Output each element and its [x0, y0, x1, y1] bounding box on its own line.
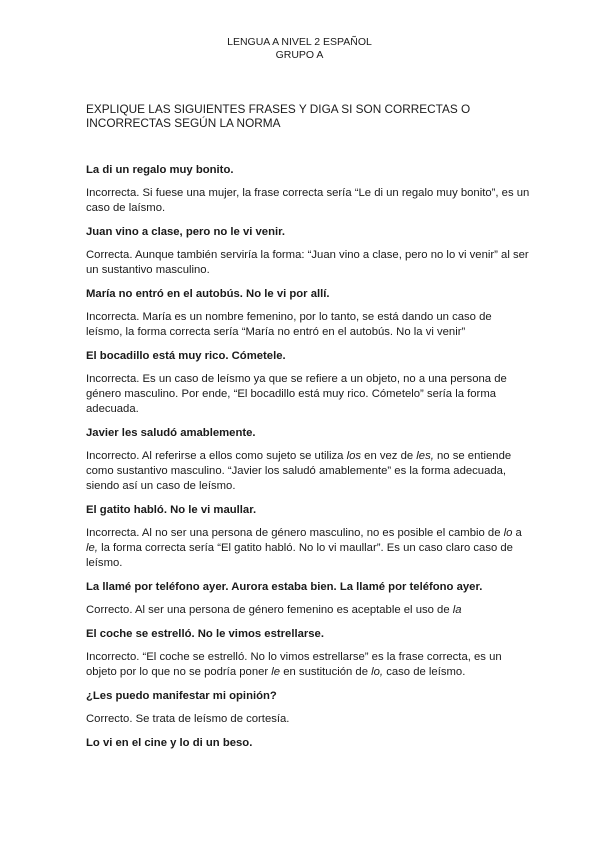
answer-text: a: [512, 527, 522, 539]
answer-italic-text: le: [271, 666, 281, 678]
answer-text: Incorrecto. Al referirse a ellos como sujeto se utiliza: [86, 450, 347, 462]
answer-text: en vez de: [361, 450, 417, 462]
exercise-sentence: El coche se estrelló. No le vimos estrellarse.: [86, 628, 324, 640]
exercise-sentence: María no entró en el autobús. No le vi por allí.: [86, 288, 330, 300]
answer-text: en sustitución de: [280, 666, 372, 678]
exercise-answer: [86, 248, 531, 278]
exercise-item: [86, 736, 531, 750]
header-group: GRUPO A: [275, 49, 324, 61]
answer-text: caso de leísmo.: [383, 666, 466, 678]
exercise-sentence: La di un regalo muy bonito.: [86, 164, 234, 176]
answer-text: Correcta. Aunque también serviría la forma: “Juan vino a clase, pero no lo vi venir” al ser un sustantivo masculino.: [86, 249, 529, 276]
exercise-item: [86, 287, 531, 340]
exercise-answer: [86, 712, 531, 727]
exercise-sentence: Juan vino a clase, pero no le vi venir.: [86, 226, 286, 238]
answer-text: Correcto. Se trata de leísmo de cortesía.: [86, 713, 290, 725]
exercise-sentence: ¿Les puedo manifestar mi opinión?: [86, 690, 277, 702]
exercise-answer: [86, 449, 531, 494]
answer-text: Incorrecto. “El coche se estrelló. No lo vimos estrellarse” es la frase correcta, es un objeto por lo que no se podría poner: [86, 651, 502, 678]
exercise-list: [86, 163, 531, 759]
exercise-answer: [86, 650, 531, 680]
exercise-item: [86, 503, 531, 571]
exercise-answer: [86, 310, 531, 340]
exercise-item: [86, 689, 531, 727]
exercise-item: [86, 349, 531, 417]
exercise-sentence: El bocadillo está muy rico. Cómetele.: [86, 350, 286, 362]
answer-italic-text: la: [452, 604, 462, 616]
exercise-item: [86, 627, 531, 680]
answer-italic-text: lo,: [371, 666, 384, 678]
instructions: [86, 102, 526, 130]
answer-italic-text: los: [346, 450, 362, 462]
exercise-answer: [86, 603, 531, 618]
exercise-sentence: Lo vi en el cine y lo di un beso.: [86, 737, 253, 749]
exercise-item: [86, 580, 531, 618]
exercise-item: [86, 163, 531, 216]
answer-text: Incorrecta. Al no ser una persona de género masculino, no es posible el cambio de: [86, 527, 504, 539]
document-header: [0, 36, 599, 62]
answer-italic-text: lo: [503, 527, 513, 539]
exercise-answer: [86, 186, 531, 216]
instructions-line-1: EXPLIQUE LAS SIGUIENTES FRASES Y DIGA SI SON CORRECTAS O: [86, 102, 471, 116]
exercise-answer: [86, 526, 531, 571]
exercise-item: [86, 225, 531, 278]
answer-text: la forma correcta sería “El gatito habló. No lo vi maullar”. Es un caso claro caso de leísmo.: [86, 542, 513, 569]
answer-text: no se entiende como sustantivo masculino. “Javier los saludó amablemente” es la forma adecuada, siendo así un caso de leísmo.: [86, 450, 512, 492]
answer-italic-text: les,: [416, 450, 434, 462]
exercise-item: [86, 426, 531, 494]
instructions-line-2: INCORRECTAS SEGÚN LA NORMA: [86, 116, 281, 130]
header-course: LENGUA A NIVEL 2 ESPAÑOL: [227, 36, 372, 48]
exercise-sentence: La llamé por teléfono ayer. Aurora estaba bien. La llamé por teléfono ayer.: [86, 581, 483, 593]
answer-text: Correcto. Al ser una persona de género femenino es aceptable el uso de: [86, 604, 453, 616]
exercise-sentence: El gatito habló. No le vi maullar.: [86, 504, 257, 516]
answer-italic-text: le,: [86, 542, 98, 554]
exercise-answer: [86, 372, 531, 417]
answer-text: Incorrecta. María es un nombre femenino, por lo tanto, se está dando un caso de leísmo, la forma correcta sería “María no entró en el autobús. No la vi venir”: [86, 311, 492, 338]
exercise-sentence: Javier les saludó amablemente.: [86, 427, 256, 439]
answer-text: Incorrecta. Es un caso de leísmo ya que se refiere a un objeto, no a una persona de género masculino. Por ende, “El bocadillo está muy rico. Cómetelo” sería la forma adecuada.: [86, 373, 507, 415]
answer-text: Incorrecta. Si fuese una mujer, la frase correcta sería “Le di un regalo muy bonito”, es un caso de laísmo.: [86, 187, 530, 214]
